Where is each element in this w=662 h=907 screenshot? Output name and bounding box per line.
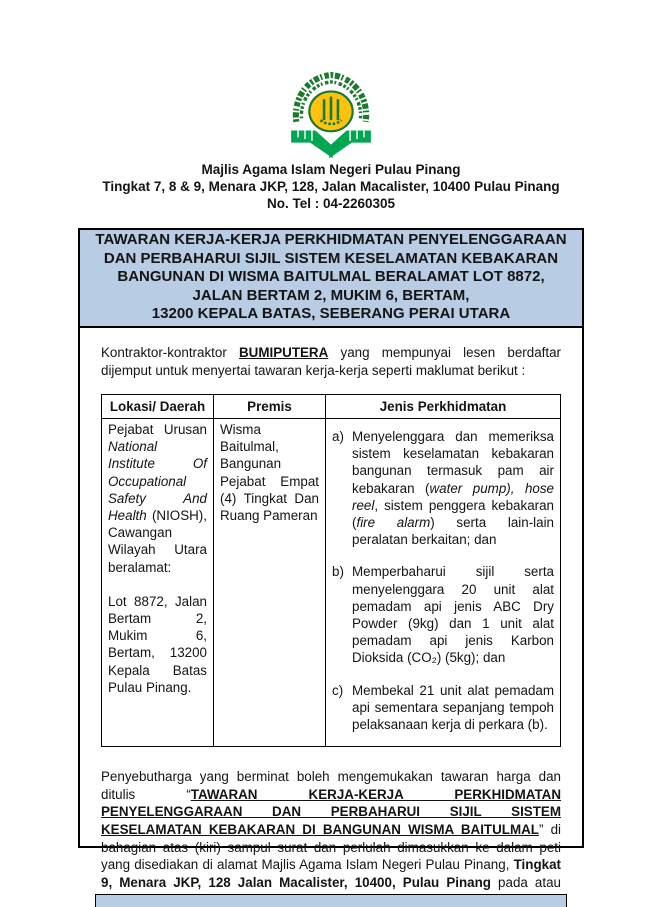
next-page-banner-edge [95,894,567,907]
notice-body-box [78,228,584,890]
tender-title-banner [80,230,582,328]
notice-inner [80,344,582,907]
logo-container [0,68,662,160]
majlis-agama-islam-crest-icon [279,68,383,160]
service-item-c [332,682,554,734]
intro-paragraph: Kontraktor-kontraktor BUMIPUTERA yang mempunyai lesen berdaftar dijemput untuk menyertai tawaran kerja-kerja seperti maklumat berikut : [101,344,561,378]
letterhead [0,161,662,212]
column-header-lokasi: Lokasi/ Daerah [102,394,214,418]
column-header-jenis: Jenis Perkhidmatan [326,394,561,418]
lokasi-office: Pejabat Urusan National Institute Of Occupational Safety And Health (NIOSH), Cawangan Wilayah Utara beralamat: [108,421,207,575]
premis-cell [214,418,326,746]
service-item-b [332,563,554,666]
tender-details-table [101,394,561,747]
tender-title-line: BANGUNAN DI WISMA BAITULMAL BERALAMAT LOT 8872, [117,268,545,286]
table-row [102,418,561,746]
tender-title-line: 13200 KEPALA BATAS, SEBERANG PERAI UTARA [151,305,511,323]
premis-description: Wisma Baitulmal, Bangunan Pejabat Empat (4) Tingkat Dan Ruang Pameran [220,421,319,523]
service-item-label: a) [332,428,344,444]
lokasi-address: Lot 8872, Jalan Bertam 2, Mukim 6, Bertam, 13200 Kepala Batas Pulau Pinang. [108,593,207,695]
service-item-text: Menyelenggara dan memeriksa sistem keselamatan kebakaran bangunan termasuk pam air kebakaran (water pump), hose reel, sistem penggera kebakaran (fire alarm) serta lain-lain peralatan berkaitan; dan [352,428,554,548]
column-header-premis: Premis [214,394,326,418]
submission-instructions-paragraph: Penyebutharga yang berminat boleh mengemukakan tawaran harga dan ditulis “TAWARAN KERJA-KERJA PERKHIDMATAN PENYELENGGARAAN DAN PERBAHARUI SIJIL SISTEM KESELAMATAN KEBAKARAN DI BANGUNAN WISMA BAITULMAL” di bahagian atas (kiri) sampul surat dan perlulah dimasukkan ke dalam peti yang disediakan di alamat Majlis Agama Islam Negeri Pulau Pinang, Tingkat 9, Menara JKP, 128 Jalan Macalister, 10400, Pulau Pinang pada atau [101,769,561,890]
tender-title-line: TAWARAN KERJA-KERJA PERKHIDMATAN PENYELENGGARAAN [95,231,567,248]
service-item-text: Memperbaharui sijil serta menyelenggara 20 unit alat pemadam api jenis ABC Dry Powder (9kg) dan 1 unit alat pemadam api jenis Karbon Dioksida (CO₂) (5kg); dan [352,564,554,666]
service-item-text: Membekal 21 unit alat pemadam api sementara sepanjang tempoh pelaksanaan kerja di perkara (b). [352,682,554,733]
jenis-perkhidmatan-cell [326,418,561,746]
table-header-row [102,394,561,418]
org-name: Majlis Agama Islam Negeri Pulau Pinang [201,162,461,177]
service-item-label: b) [332,564,344,580]
lokasi-cell [102,418,214,746]
service-item-label: c) [332,682,344,698]
service-item-a [332,428,554,548]
org-address: Tingkat 7, 8 & 9, Menara JKP, 128, Jalan Macalister, 10400 Pulau Pinang [102,179,560,194]
org-phone: No. Tel : 04-2260305 [266,196,396,211]
tender-title-line: JALAN BERTAM 2, MUKIM 6, BERTAM, [192,286,470,304]
tender-title-line: DAN PERBAHARUI SIJIL SISTEM KESELAMATAN KEBAKARAN [103,249,559,267]
